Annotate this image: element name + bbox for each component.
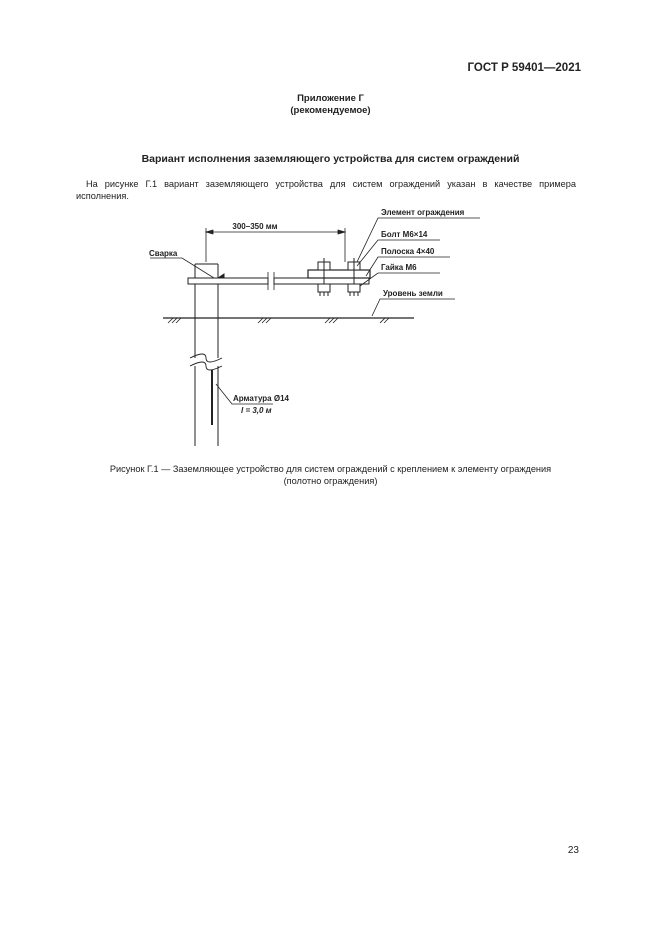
- paragraph-text: На рисунке Г.1 вариант заземляющего устройства для систем ограждений указан в качестве примера исполнения.: [76, 179, 576, 201]
- ground-level-leader: [372, 299, 455, 316]
- body-paragraph: [76, 178, 576, 202]
- grounding-device-figure: [0, 200, 661, 460]
- bolt-label: Болт М6×14: [381, 230, 428, 239]
- fence-element-label: Элемент ограждения: [381, 208, 465, 217]
- section-title: Вариант исполнения заземляющего устройства для систем ограждений: [141, 153, 520, 165]
- weld-label: Сварка: [149, 249, 178, 258]
- appendix-subtitle: (рекомендуемое): [290, 105, 371, 116]
- fence-element-plate: [308, 270, 370, 278]
- ground-level-label: Уровень земли: [383, 289, 443, 298]
- appendix-title: Приложение Г: [297, 93, 364, 104]
- rebar-label: Арматура Ø14: [233, 394, 289, 403]
- appendix-heading: [0, 93, 661, 117]
- strip-right: [274, 278, 369, 284]
- weld-bead: [218, 274, 224, 278]
- ground-hatch: [168, 318, 389, 323]
- document-code: ГОСТ Р 59401—2021: [467, 62, 581, 74]
- dimension-line: [206, 228, 345, 262]
- rebar-lower: [195, 366, 218, 446]
- caption-line-1: Рисунок Г.1 — Заземляющее устройство для систем ограждений с креплением к элементу ограждения: [109, 464, 552, 474]
- caption-line-2: (полотно ограждения): [283, 476, 378, 486]
- strip-label: Полоска 4×40: [381, 247, 435, 256]
- figure-caption: [0, 463, 661, 487]
- nut-leader: [360, 273, 440, 286]
- strip-left: [188, 278, 268, 284]
- length-label: l = 3,0 м: [241, 406, 272, 415]
- page-number: 23: [567, 845, 579, 856]
- weld-leader: [150, 258, 214, 278]
- nut-label: Гайка М6: [381, 263, 417, 272]
- dimension-label: 300–350 мм: [232, 222, 278, 231]
